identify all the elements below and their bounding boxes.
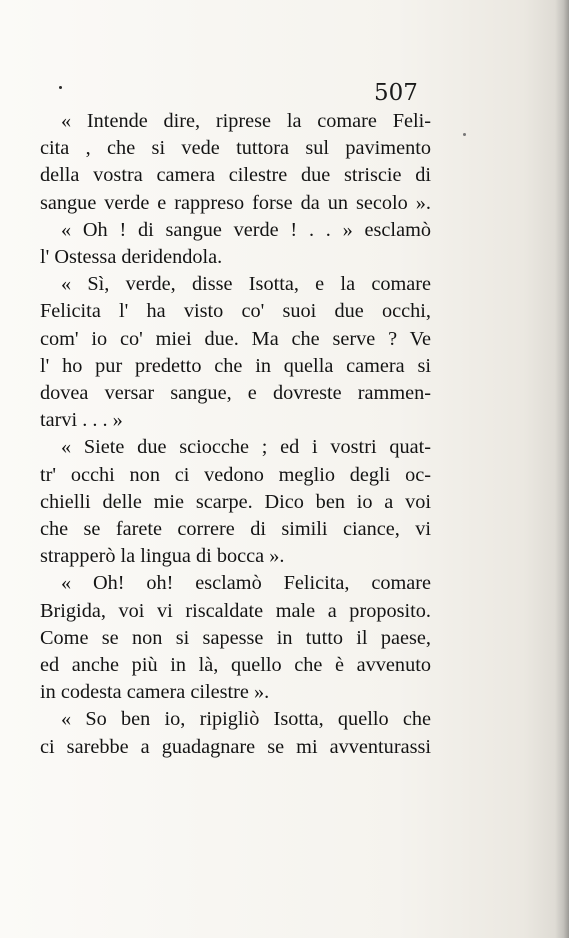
text-line: Brigida, voi vi riscaldate male a proposito. xyxy=(40,599,431,622)
paragraph xyxy=(40,706,431,760)
text-line: Come se non si sapesse in tutto il paese, xyxy=(40,626,431,649)
text-line: « Oh ! di sangue verde ! . . » esclamò xyxy=(61,218,431,241)
page-number: 507 xyxy=(374,80,418,106)
ink-speck xyxy=(463,133,466,136)
text-line: strapperò la lingua di bocca ». xyxy=(40,545,285,568)
text-line: sangue verde e rappreso forse da un secolo ». xyxy=(40,191,431,214)
paragraph xyxy=(40,217,431,271)
text-line: ed anche più in là, quello che è avvenuto xyxy=(40,654,431,677)
text-line: tr' occhi non ci vedono meglio degli oc- xyxy=(40,463,431,486)
text-line: in codesta camera cilestre ». xyxy=(40,681,270,704)
text-line: l' ho pur predetto che in quella camera si xyxy=(40,354,431,377)
text-line: « Sì, verde, disse Isotta, e la comare xyxy=(61,273,431,296)
text-line: com' io co' miei due. Ma che serve ? Ve xyxy=(40,327,431,350)
text-line: cita , che si vede tuttora sul pavimento xyxy=(40,137,431,160)
text-line: chielli delle mie scarpe. Dico ben io a voi xyxy=(40,490,431,513)
text-line: che se farete correre di simili ciance, vi xyxy=(40,518,431,541)
paragraph xyxy=(40,434,431,570)
text-line: Felicita l' ha visto co' suoi due occhi, xyxy=(40,300,431,323)
paragraph xyxy=(40,108,431,217)
paragraph xyxy=(40,570,431,706)
text-line: ci sarebbe a guadagnare se mi avventurassi xyxy=(40,735,431,758)
text-line: dovea versar sangue, e dovreste rammen- xyxy=(40,382,431,405)
text-line: « Siete due sciocche ; ed i vostri quat- xyxy=(61,436,431,459)
ink-speck xyxy=(59,86,62,89)
text-line: tarvi . . . » xyxy=(40,409,123,432)
paragraph xyxy=(40,271,431,434)
text-line: « Oh! oh! esclamò Felicita, comare xyxy=(61,572,431,595)
text-line: « Intende dire, riprese la comare Feli- xyxy=(61,110,431,132)
page-edge-shadow xyxy=(555,0,569,938)
text-line: « So ben io, ripigliò Isotta, quello che xyxy=(61,708,431,731)
text-line: l' Ostessa deridendola. xyxy=(40,246,223,269)
body-text xyxy=(40,108,431,761)
text-line: della vostra camera cilestre due striscie di xyxy=(40,164,431,187)
